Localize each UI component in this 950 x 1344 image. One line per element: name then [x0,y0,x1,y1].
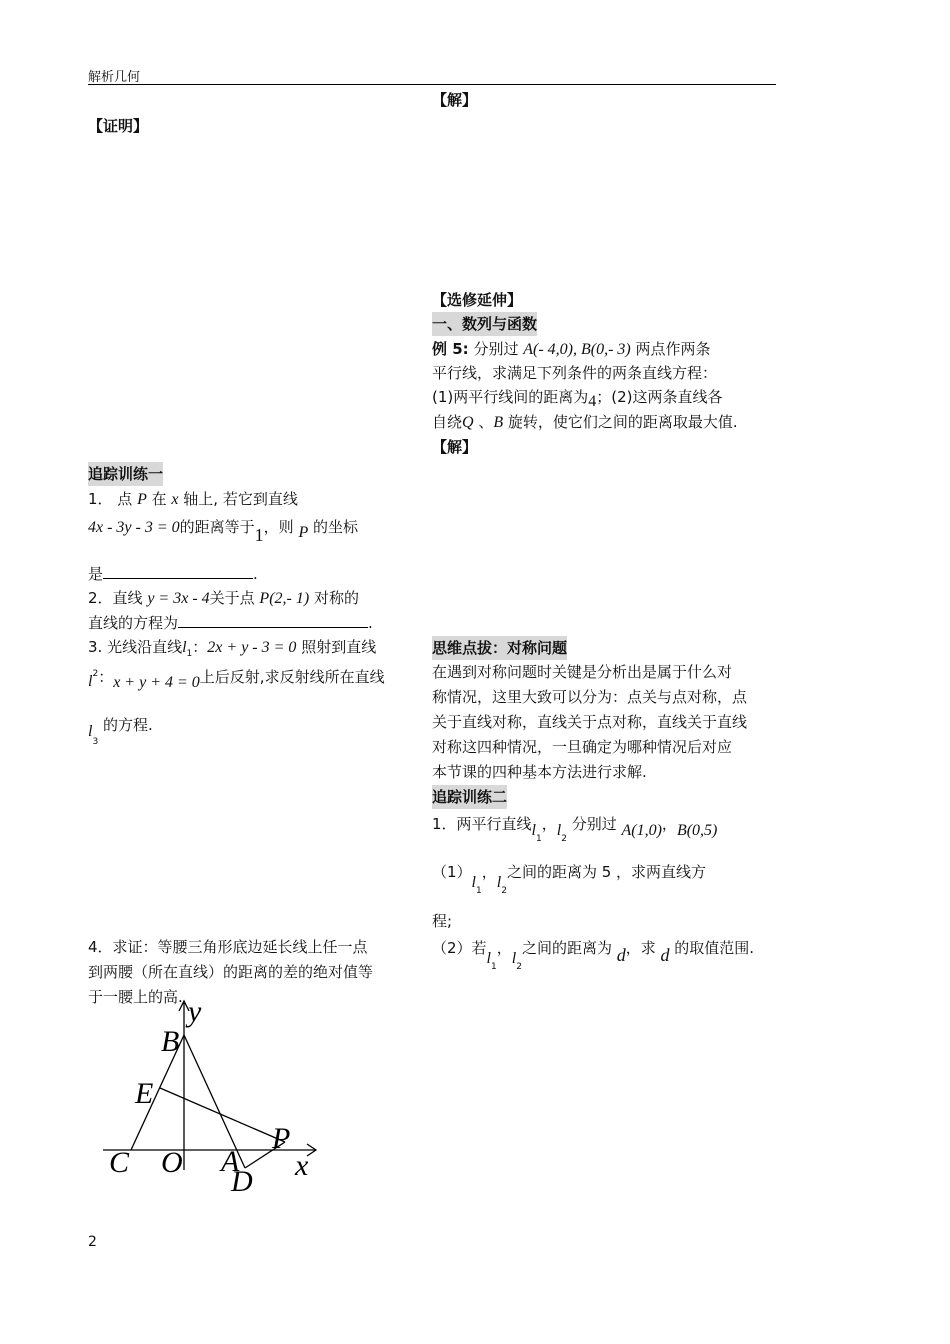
answer-blank-1 [103,564,253,579]
label-y: y [188,995,202,1028]
ex5-line4: 自绕Q 、B 旋转，使它们之间的距离取最大值. [432,413,738,431]
training2-title: 追踪训练二 [432,785,507,809]
think-line-1: 在遇到对称问题时关键是分析出是属于什么对 [432,663,733,681]
elective-heading: 【选修延伸】 [432,291,523,309]
t2-q1-part1: $(1)l_1$，$l_2$之间的距离为 5 ，求两直线方 [432,863,707,896]
page-number: 2 [88,1234,97,1250]
label-P: P [272,1122,291,1155]
running-header: 解析几何 [88,70,141,85]
t1-q3-line2: $l^2$：x + y + 4 = 0上后反射,求反射线所在直线 [88,668,385,691]
label-x: x [295,1149,309,1182]
solve-heading-1: 【解】 [432,91,478,109]
t2-q1-part1-end: 程; [432,912,453,930]
t1-q4-line2: 到两腰（所在直线）的距离的差的绝对值等 [88,963,374,981]
t1-q4-line1: 4．求证：等腰三角形底边延长线上任一点 [88,938,368,956]
t2-q1-part2: （2）若$l_1$，$l_2$之间的距离为 d，求 d 的取值范围. [432,939,755,972]
think-title: 思维点拔：对称问题 [432,636,567,660]
proof-heading: 【证明】 [88,117,149,135]
label-O: O [161,1146,183,1179]
label-E: E [135,1077,154,1110]
training1-title: 追踪训练一 [88,462,163,486]
section-sequence-function: 一、数列与函数 [432,312,537,336]
ex5-line2: 平行线，求满足下列条件的两条直线方程： [432,364,718,382]
label-A: A [221,1145,240,1178]
t1-q1-line2: 4x - 3y - 3 = 0的距离等于1，则 P 的坐标 [88,518,359,545]
t1-q1-line3: 是 . [88,565,258,583]
label-D: D [231,1165,253,1195]
t1-q3-line1: 3. 光线沿直线$l_1$：2x + y - 3 = 0 照射到直线 [88,638,377,659]
segment-EP [160,1088,285,1142]
t1-q4-line3: 于一腰上的高. [88,988,183,1006]
t1-q3-line3: $l_3$ 的方程. [88,716,153,747]
think-line-2: 称情况，这里大致可以分为：点关与点对称，点 [432,688,748,706]
t1-q2-line1: 2．直线 y = 3x - 4关于点 P(2,- 1) 对称的 [88,589,359,607]
think-line-5: 本节课的四种基本方法进行求解. [432,763,647,781]
think-line-4: 对称这四种情况，一旦确定为哪种情况后对应 [432,738,733,756]
label-C: C [109,1146,130,1179]
t1-q2-line2: 直线的方程为 . [88,614,373,632]
ex5-line3: (1)两平行线间的距离为4；(2)这两条直线各 [432,388,723,410]
label-B: B [161,1025,180,1058]
t2-q1-line1: 1．两平行直线$l_1$，$l_2$ 分别过 A(1,0)，B(0,5) [432,815,718,844]
think-line-3: 关于直线对称，直线关于点对称，直线关于直线 [432,713,748,731]
ex5-line1: 例 5: 分别过 A(- 4,0), B(0,- 3) 两点作两条 [432,340,711,358]
triangle-figure [95,995,335,1195]
header-rule [88,84,776,85]
t1-q1-line1: 1． 点 P 在 x 轴上, 若它到直线 [88,490,298,508]
answer-blank-2 [178,613,368,628]
solve-heading-2: 【解】 [432,438,478,456]
